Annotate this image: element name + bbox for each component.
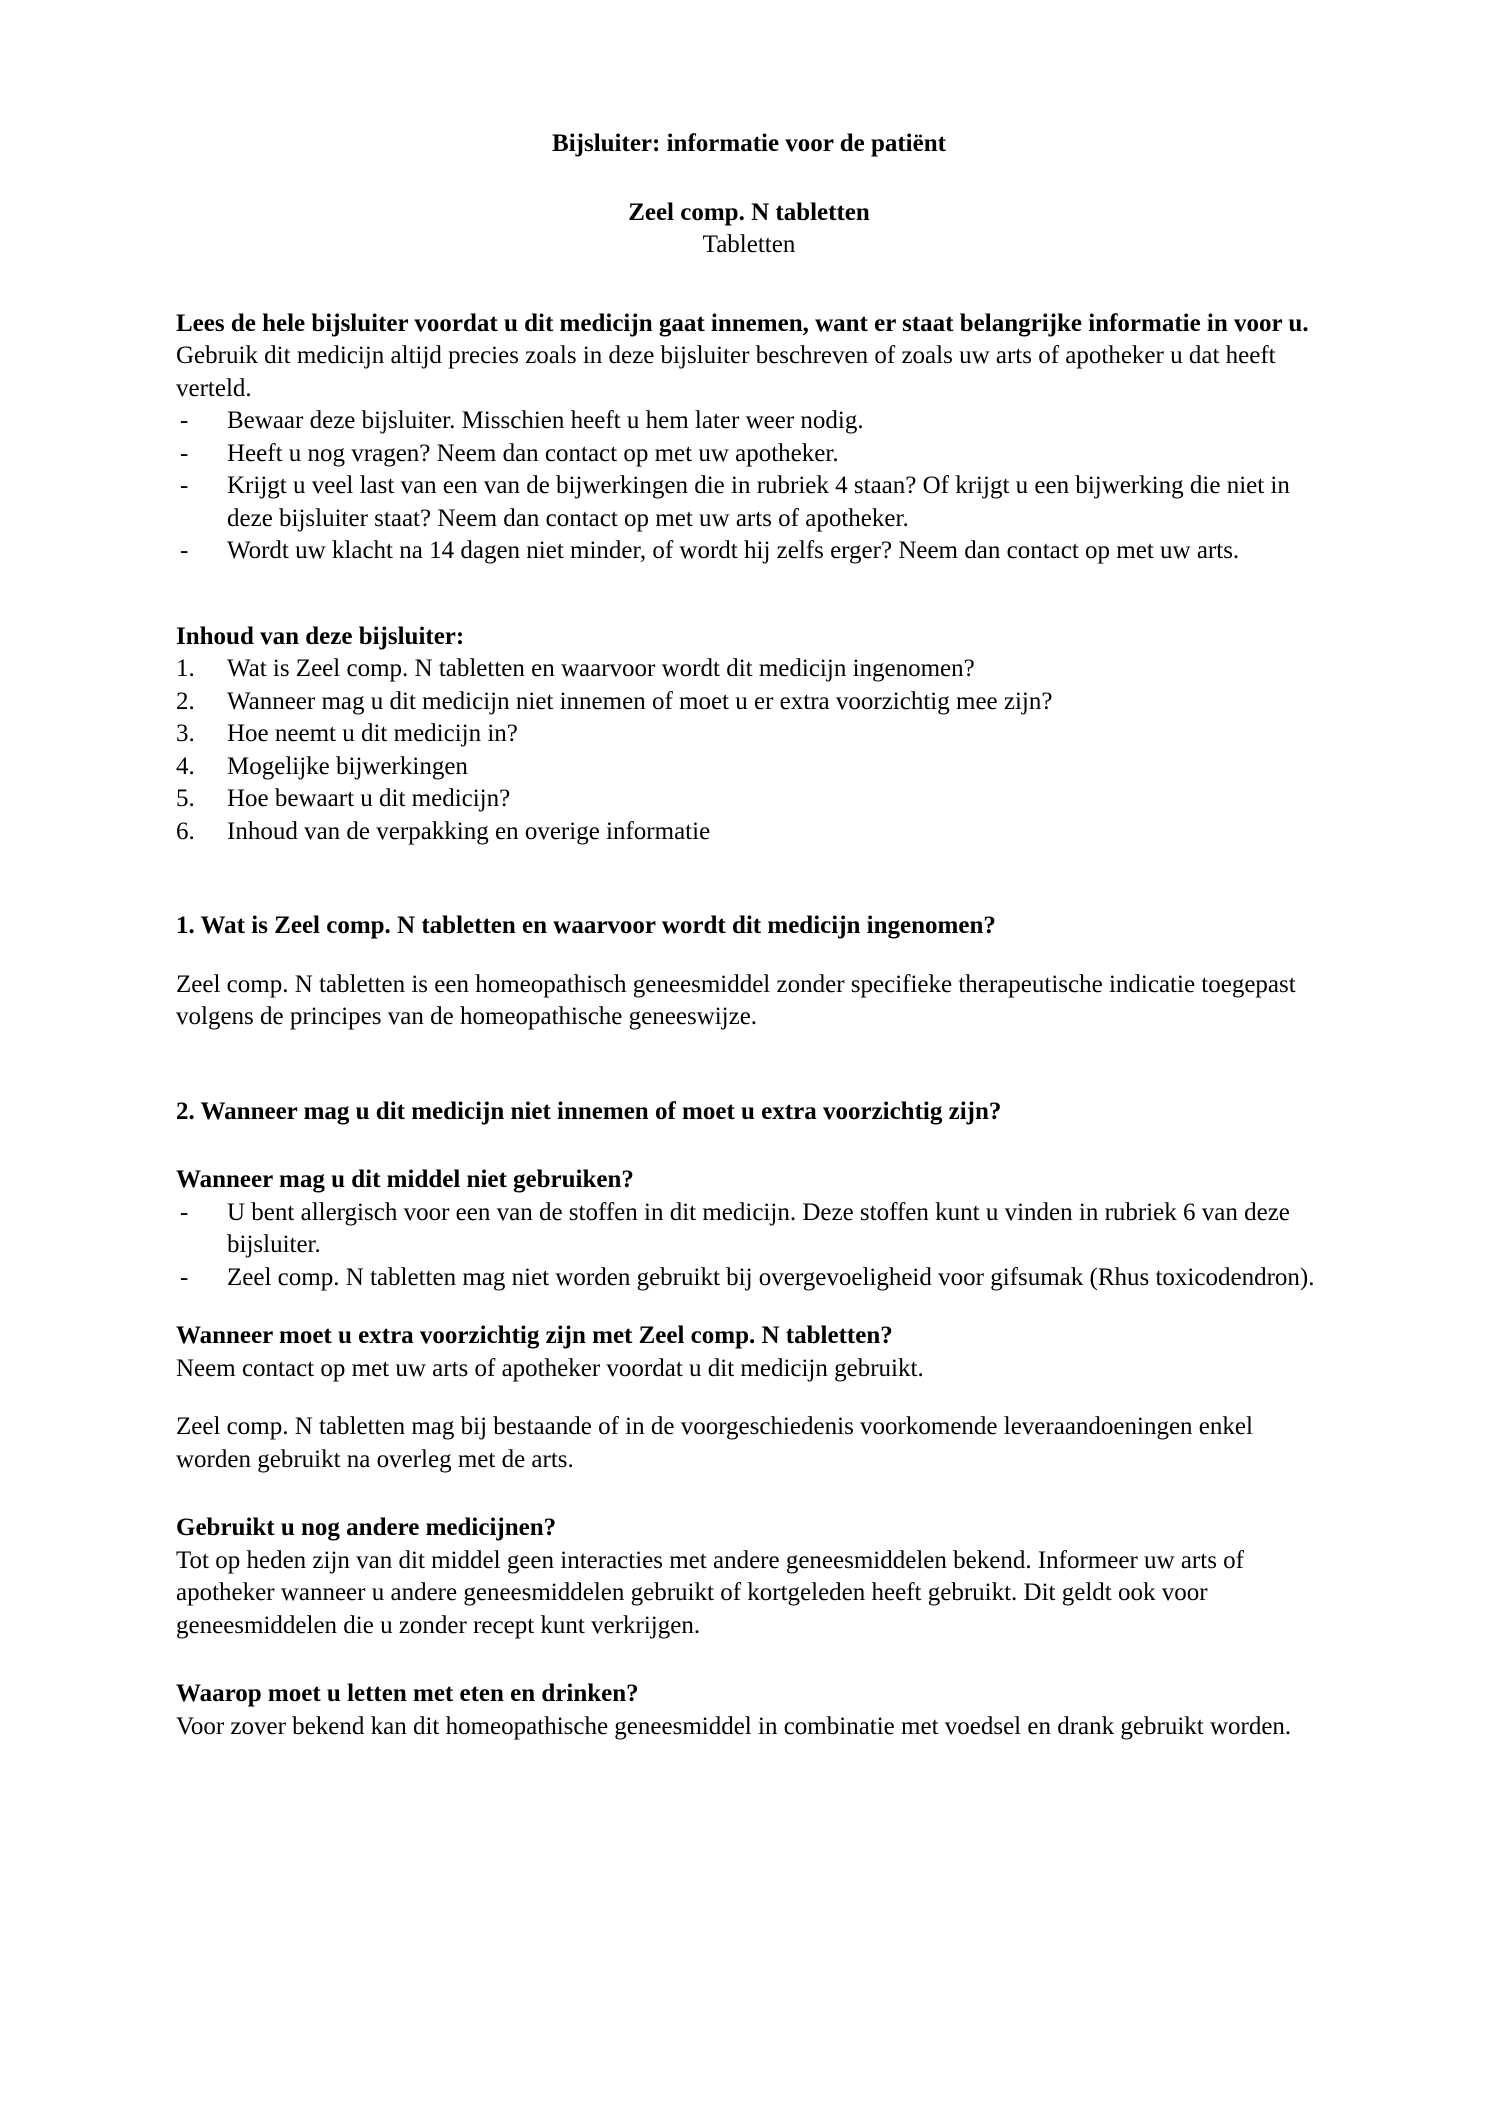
bullet-marker: - (180, 1198, 189, 1226)
list-item-label: Heeft u nog vragen? Neem dan contact op met uw apotheker. (227, 439, 839, 467)
section-2-sub-1-heading: Wanneer mag u dit middel niet gebruiken? (176, 1166, 634, 1193)
bullet-marker: - (180, 439, 189, 467)
lead-bullet-list (176, 405, 1322, 568)
section-2-sub-4-paragraph: Voor zover bekend kan dit homeopathische geneesmiddel in combinatie met voedsel en drank gebruikt worden. (176, 1712, 1292, 1740)
spacer (176, 161, 1322, 197)
spacer (176, 1642, 1322, 1668)
spacer (176, 298, 1322, 308)
list-item (176, 718, 1322, 751)
bullet-marker: - (180, 407, 189, 434)
page-title: Bijsluiter: informatie voor de patiënt (552, 130, 946, 157)
spacer (176, 943, 1322, 969)
spacer (176, 884, 1322, 910)
list-item-label: Hoe neemt u dit medicijn in? (227, 720, 518, 747)
list-item-number: 6. (176, 817, 195, 845)
spacer (176, 1034, 1322, 1070)
list-item-label: Wat is Zeel comp. N tabletten en waarvoor wordt dit medicijn ingenomen? (227, 655, 975, 682)
section-2-sub-1-bullet-list (176, 1197, 1322, 1295)
list-item (176, 405, 1322, 438)
section-2-sub-2-heading: Wanneer moet u extra voorzichtig zijn met Zeel comp. N tabletten? (176, 1322, 893, 1349)
list-item-label: Inhoud van de verpakking en overige informatie (227, 817, 711, 845)
list-item-label: U bent allergisch voor een van de stoffen in dit medicijn. Deze stoffen kunt u vinden in rubriek 6 van deze bijsluiter. (227, 1198, 1290, 1258)
list-item-label: Wordt uw klacht na 14 dagen niet minder, of wordt hij zelfs erger? Neem dan contact op met uw arts. (227, 537, 1240, 564)
list-item-label: Wanneer mag u dit medicijn niet innemen of moet u er extra voorzichtig mee zijn? (227, 687, 1053, 715)
list-item-label: Bewaar deze bijsluiter. Misschien heeft u hem later weer nodig. (227, 407, 864, 434)
list-item (176, 816, 1322, 849)
list-item (176, 535, 1322, 568)
list-item (176, 686, 1322, 719)
spacer (176, 1476, 1322, 1512)
toc-heading: Inhoud van deze bijsluiter: (176, 622, 465, 650)
list-item (176, 470, 1322, 535)
list-item-number: 5. (176, 785, 195, 812)
list-item (176, 1262, 1322, 1295)
list-item-label: Hoe bewaart u dit medicijn? (227, 785, 511, 812)
section-2-sub-2-paragraph-2: Zeel comp. N tabletten mag bij bestaande of in de voorgeschiedenis voorkomende leveraandoeningen enkel worden gebruikt na overleg met de arts. (176, 1413, 1253, 1473)
list-item (176, 1197, 1322, 1262)
bullet-marker: - (180, 537, 189, 564)
list-item-label: Mogelijke bijwerkingen (227, 752, 468, 780)
spacer (176, 848, 1322, 884)
spacer (176, 604, 1322, 621)
spacer (176, 1070, 1322, 1096)
spacer (176, 1385, 1322, 1411)
spacer (176, 1668, 1322, 1678)
list-item-number: 3. (176, 720, 195, 747)
document-content (176, 128, 1322, 1743)
list-item (176, 751, 1322, 784)
section-1-paragraph: Zeel comp. N tabletten is een homeopathisch geneesmiddel zonder specifieke therapeutische indicatie toegepast volgens de principes van de homeopathische geneeswijze. (176, 970, 1296, 1030)
list-item (176, 653, 1322, 686)
spacer (176, 1128, 1322, 1164)
spacer (176, 568, 1322, 604)
bullet-marker: - (180, 1263, 189, 1291)
section-2-sub-4-heading: Waarop moet u letten met eten en drinken? (176, 1680, 639, 1707)
spacer (176, 262, 1322, 298)
section-2-sub-3-heading: Gebruikt u nog andere medicijnen? (176, 1514, 557, 1541)
bullet-marker: - (180, 472, 189, 499)
document-header (176, 128, 1322, 161)
product-header (176, 197, 1322, 262)
section-2-heading: 2. Wanneer mag u dit medicijn niet innemen of moet u extra voorzichtig zijn? (176, 1097, 1002, 1125)
dosage-form: Tabletten (702, 231, 796, 258)
list-item-label: Zeel comp. N tabletten mag niet worden gebruikt bij overgevoeligheid voor gifsumak (Rhus toxicodendron). (227, 1263, 1315, 1291)
section-2-sub-2-paragraph-1: Neem contact op met uw arts of apotheker voordat u dit medicijn gebruikt. (176, 1354, 924, 1382)
lead-followup-paragraph: Gebruik dit medicijn altijd precies zoals in deze bijsluiter beschreven of zoals uw arts of apotheker u dat heeft verteld. (176, 342, 1276, 402)
list-item (176, 783, 1322, 816)
section-1-heading: 1. Wat is Zeel comp. N tabletten en waarvoor wordt dit medicijn ingenomen? (176, 912, 996, 939)
list-item-label: Krijgt u veel last van een van de bijwerkingen die in rubriek 4 staan? Of krijgt u een bijwerking die niet in deze bijsluiter staat? Neem dan contact op met uw arts of apotheker. (227, 472, 1290, 532)
list-item (176, 438, 1322, 471)
list-item-number: 2. (176, 687, 195, 715)
list-item-number: 1. (176, 655, 195, 682)
product-name: Zeel comp. N tabletten (628, 198, 870, 226)
spacer (176, 1294, 1322, 1320)
toc-list (176, 653, 1322, 848)
section-2-sub-3-paragraph: Tot op heden zijn van dit middel geen interacties met andere geneesmiddelen bekend. Informeer uw arts of apotheker wanneer u andere geneesmiddelen gebruikt of kortgeleden heeft gebruikt. Dit geldt ook voor geneesmiddelen die u zonder recept kunt verkrijgen. (176, 1546, 1244, 1639)
list-item-number: 4. (176, 752, 195, 780)
lead-paragraph: Lees de hele bijsluiter voordat u dit medicijn gaat innemen, want er staat belangrijke informatie in voor u. (176, 309, 1309, 337)
